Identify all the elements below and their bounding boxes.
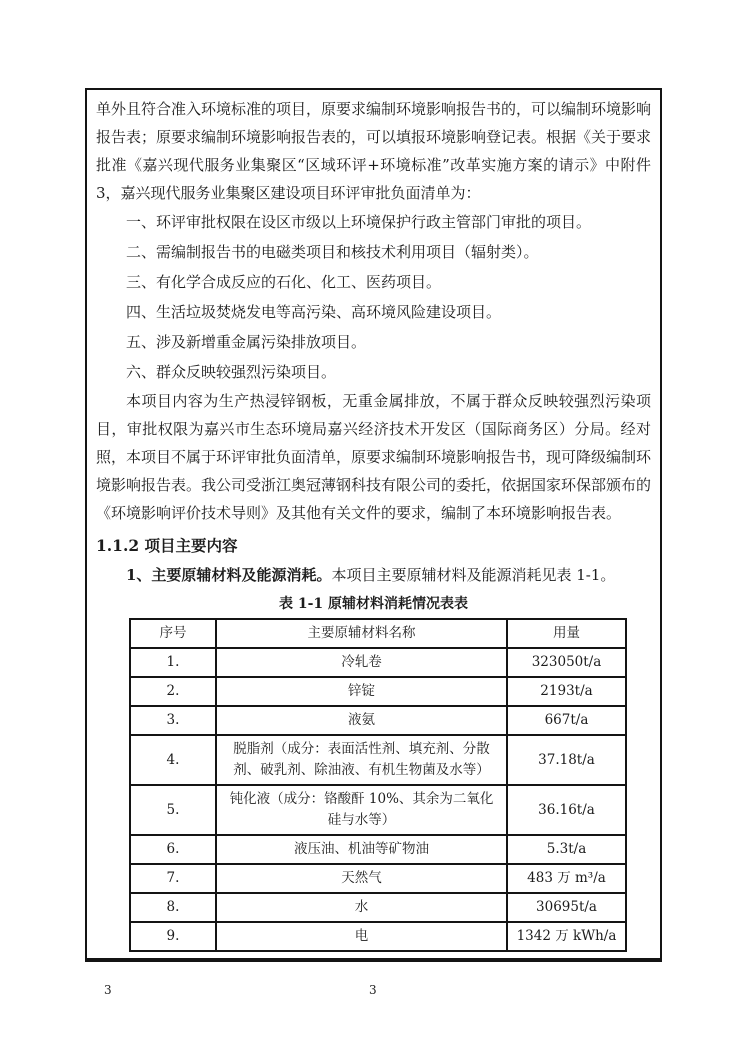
table-header-row — [130, 619, 626, 648]
cell-name: 电 — [216, 922, 507, 951]
table-row — [130, 893, 626, 922]
report-content-box — [85, 88, 662, 962]
cell-name: 锌锭 — [216, 677, 507, 706]
table-row — [130, 864, 626, 893]
cell-name: 脱脂剂（成分：表面活性剂、填充剂、分散剂、破乳剂、除油液、有机生物菌及水等） — [216, 735, 507, 785]
cell-no: 4. — [130, 735, 216, 785]
negative-list-item-3: 三、有化学合成反应的石化、化工、医药项目。 — [126, 273, 442, 291]
table-row — [130, 735, 626, 785]
header-cell-name: 主要原辅材料名称 — [216, 619, 507, 648]
cell-amount: 37.18t/a — [507, 735, 626, 785]
table-caption: 表 1-1 原辅材料消耗情况表表 — [278, 596, 469, 612]
table-row — [130, 835, 626, 864]
subsection-lead-bold: 1、主要原辅材料及能源消耗。 — [126, 566, 332, 584]
negative-list-item-5: 五、涉及新增重金属污染排放项目。 — [126, 333, 367, 351]
cell-no: 2. — [130, 677, 216, 706]
cell-no: 9. — [130, 922, 216, 951]
cell-amount: 30695t/a — [507, 893, 626, 922]
section-heading: 1.1.2 项目主要内容 — [96, 536, 238, 555]
negative-list — [96, 207, 651, 387]
footer-page-number-left: 3 — [104, 983, 112, 997]
table-row — [130, 706, 626, 735]
cell-no: 6. — [130, 835, 216, 864]
table-row — [130, 648, 626, 677]
cell-no: 3. — [130, 706, 216, 735]
cell-no: 7. — [130, 864, 216, 893]
negative-list-item-4: 四、生活垃圾焚烧发电等高污染、高环境风险建设项目。 — [126, 303, 502, 321]
cell-name: 液压油、机油等矿物油 — [216, 835, 507, 864]
negative-list-item-2: 二、需编制报告书的电磁类项目和核技术利用项目（辐射类）。 — [126, 243, 539, 261]
table-row — [130, 785, 626, 835]
footer-page-number-middle: 3 — [369, 983, 377, 997]
cell-amount: 483 万 m³/a — [507, 864, 626, 893]
header-cell-amount: 用量 — [507, 619, 626, 648]
subsection-lead-line — [96, 561, 651, 589]
cell-no: 1. — [130, 648, 216, 677]
cell-amount: 5.3t/a — [507, 835, 626, 864]
cell-amount: 667t/a — [507, 706, 626, 735]
conclusion-paragraph: 本项目内容为生产热浸锌钢板，无重金属排放，不属于群众反映较强烈污染项目，审批权限为嘉兴市生态环境局嘉兴经济技术开发区（国际商务区）分局。经对照，本项目不属于环评审批负面清单，原要求编制环境影响报告书，现可降级编制环境影响报告表。我公司受浙江奥冠薄钢科技有限公司的委托，依据国家环保部颁布的《环境影响评价技术导则》及其他有关文件的要求，编制了本环境影响报告表。 — [96, 392, 652, 522]
negative-list-item-1: 一、环评审批权限在设区市级以上环境保护行政主管部门审批的项目。 — [126, 213, 592, 231]
table-row — [130, 922, 626, 951]
table-row — [130, 677, 626, 706]
cell-amount: 36.16t/a — [507, 785, 626, 835]
header-cell-no: 序号 — [130, 619, 216, 648]
intro-paragraph: 单外且符合准入环境标准的项目，原要求编制环境影响报告书的，可以编制环境影响报告表；原要求编制环境影响报告表的，可以填报环境影响登记表。根据《关于要求批准《嘉兴现代服务业集聚区“区域环评+环境标准”改革实施方案的请示》中附件 3，嘉兴现代服务业集聚区建设项目环评审批负面清单为： — [96, 100, 652, 202]
subsection-lead-rest: 本项目主要原辅材料及能源消耗见表 1-1。 — [331, 566, 616, 584]
cell-no: 5. — [130, 785, 216, 835]
cell-name: 液氨 — [216, 706, 507, 735]
cell-amount: 323050t/a — [507, 648, 626, 677]
cell-name: 天然气 — [216, 864, 507, 893]
cell-no: 8. — [130, 893, 216, 922]
cell-name: 水 — [216, 893, 507, 922]
cell-name: 冷轧卷 — [216, 648, 507, 677]
cell-amount: 2193t/a — [507, 677, 626, 706]
negative-list-item-6: 六、群众反映较强烈污染项目。 — [126, 363, 337, 381]
materials-consumption-table — [129, 618, 627, 952]
cell-name: 钝化液（成分：铬酸酐 10%、其余为二氧化硅与水等） — [216, 785, 507, 835]
cell-amount: 1342 万 kWh/a — [507, 922, 626, 951]
